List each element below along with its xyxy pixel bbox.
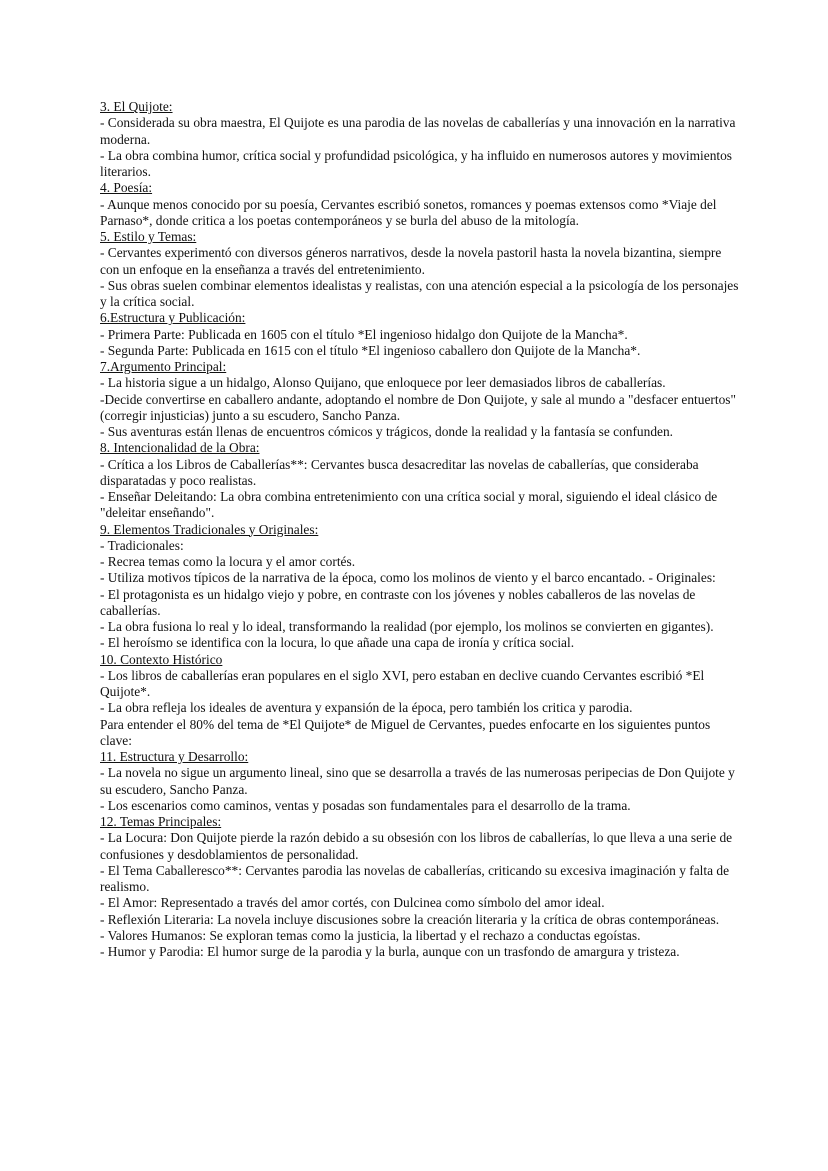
section-heading: 7.Argumento Principal: bbox=[100, 359, 227, 374]
paragraph: - Reflexión Literaria: La novela incluye discusiones sobre la creación literaria y la crítica de obras contemporáneas. bbox=[100, 911, 720, 927]
paragraph: - Enseñar Deleitando: La obra combina entretenimiento con una crítica social y moral, siguiendo el ideal clásico de "deleitar enseñando". bbox=[100, 489, 718, 521]
paragraph: - La Locura: Don Quijote pierde la razón debido a su obsesión con los libros de caballerías, lo que lleva a una serie de confusiones y desdoblamientos de personalidad. bbox=[100, 830, 733, 862]
paragraph: - Humor y Parodia: El humor surge de la parodia y la burla, aunque con un trasfondo de amargura y tristeza. bbox=[100, 944, 680, 959]
section-heading: 5. Estilo y Temas: bbox=[100, 229, 197, 244]
paragraph: - Crítica a los Libros de Caballerías**: Cervantes busca desacreditar las novelas de caballerías, que consideraba disparatadas y poco realistas. bbox=[100, 456, 699, 488]
paragraph: - La obra refleja los ideales de aventura y expansión de la época, pero también los critica y parodia. bbox=[100, 700, 633, 716]
paragraph: - Los escenarios como caminos, ventas y posadas son fundamentales para el desarrollo de la trama. bbox=[100, 797, 631, 813]
section-heading: 12. Temas Principales: bbox=[100, 814, 222, 829]
paragraph: -Decide convertirse en caballero andante, adoptando el nombre de Don Quijote, y sale al mundo a "desfacer entuertos" (corregir injusticias) junto a su escudero, Sancho Panza. bbox=[100, 391, 736, 423]
paragraph: - La historia sigue a un hidalgo, Alonso Quijano, que enloquece por leer demasiados libros de caballerías. bbox=[100, 375, 666, 391]
paragraph: - Tradicionales: bbox=[100, 537, 184, 553]
section-heading: 9. Elementos Tradicionales y Originales: bbox=[100, 521, 319, 537]
paragraph: - Utiliza motivos típicos de la narrativa de la época, como los molinos de viento y el barco encantado. - Originales: bbox=[100, 570, 716, 586]
section-heading: 6.Estructura y Publicación: bbox=[100, 310, 246, 326]
paragraph: - Los libros de caballerías eran populares en el siglo XVI, pero estaban en declive cuando Cervantes escribió *El Quijote*. bbox=[100, 667, 705, 699]
paragraph: - Recrea temas como la locura y el amor cortés. bbox=[100, 554, 356, 569]
section-heading: 3. El Quijote: bbox=[100, 99, 173, 114]
paragraph: - Segunda Parte: Publicada en 1615 con el título *El ingenioso caballero don Quijote de la Mancha*. bbox=[100, 342, 641, 358]
paragraph: - Aunque menos conocido por su poesía, Cervantes escribió sonetos, romances y poemas extensos como *Viaje del Parnaso*, donde critica a los poetas contemporáneos y se burla del abuso de la mitología. bbox=[100, 196, 717, 228]
paragraph: - El Tema Caballeresco**: Cervantes parodia las novelas de caballerías, criticando su excesiva imaginación y falta de realismo. bbox=[100, 862, 730, 894]
paragraph: - Sus obras suelen combinar elementos idealistas y realistas, con una atención especial a la psicología de los personajes y la crítica social. bbox=[100, 277, 739, 309]
paragraph: - El protagonista es un hidalgo viejo y pobre, en contraste con los jóvenes y nobles caballeros de las novelas de caballerías. bbox=[100, 586, 696, 618]
paragraph: - Valores Humanos: Se exploran temas como la justicia, la libertad y el rechazo a conductas egoístas. bbox=[100, 927, 641, 943]
paragraph: - Sus aventuras están llenas de encuentros cómicos y trágicos, donde la realidad y la fantasía se confunden. bbox=[100, 424, 673, 439]
section-heading: 10. Contexto Histórico bbox=[100, 651, 223, 667]
document-page bbox=[100, 99, 740, 960]
paragraph: - La obra combina humor, crítica social y profundidad psicológica, y ha influido en numerosos autores y movimientos literarios. bbox=[100, 147, 733, 179]
paragraph: - La obra fusiona lo real y lo ideal, transformando la realidad (por ejemplo, los molinos se convierten en gigantes). bbox=[100, 619, 714, 634]
paragraph: - Considerada su obra maestra, El Quijote es una parodia de las novelas de caballerías y una innovación en la narrativa moderna. bbox=[100, 115, 736, 147]
paragraph: - Cervantes experimentó con diversos géneros narrativos, desde la novela pastoril hasta la novela bizantina, siempre con un enfoque en la enseñanza a través del entretenimiento. bbox=[100, 245, 722, 277]
paragraph: - Primera Parte: Publicada en 1605 con el título *El ingenioso hidalgo don Quijote de la Mancha*. bbox=[100, 326, 628, 342]
paragraph: - El Amor: Representado a través del amor cortés, con Dulcinea como símbolo del amor ideal. bbox=[100, 895, 605, 911]
section-heading: 11. Estructura y Desarrollo: bbox=[100, 749, 249, 764]
section-heading: 4. Poesía: bbox=[100, 180, 153, 196]
paragraph: Para entender el 80% del tema de *El Quijote* de Miguel de Cervantes, puedes enfocarte en los siguientes puntos clave: bbox=[100, 716, 711, 748]
section-heading: 8. Intencionalidad de la Obra: bbox=[100, 440, 260, 456]
paragraph: - La novela no sigue un argumento lineal, sino que se desarrolla a través de las numerosas peripecias de Don Quijote y su escudero, Sancho Panza. bbox=[100, 765, 735, 797]
paragraph: - El heroísmo se identifica con la locura, lo que añade una capa de ironía y crítica social. bbox=[100, 635, 575, 651]
